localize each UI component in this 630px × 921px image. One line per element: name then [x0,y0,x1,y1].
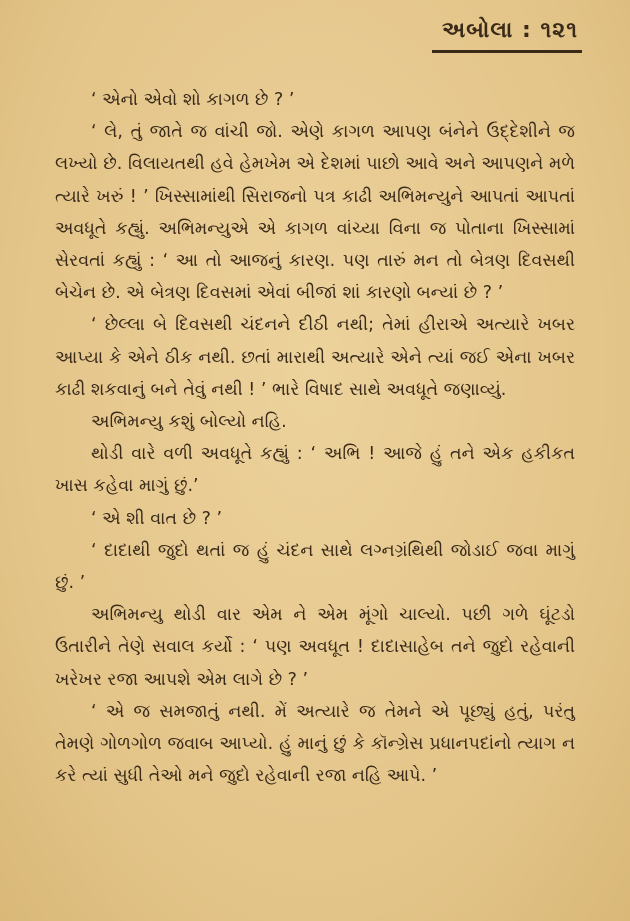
body-text [55,84,575,792]
paragraph: અભિમન્યુ થોડી વાર એમ ને એમ મૂંગો ચાલ્યો. પછી ગળે ઘૂંટડો ઉતારીને તેણે સવાલ કર્યો : ‘ પણ અવધૂત ! દાદાસાહેબ તને જુદો રહેવાની ખરેખર રજા આપશે એમ લાગે છે ? ’ [55,605,575,690]
paragraph: ‘ એનો એવો શો કાગળ છે ? ’ [91,90,295,110]
paragraph: થોડી વારે વળી અવધૂતે કહ્યું : ‘ અભિ ! આજે હું તને એક હકીકત ખાસ કહેવા માગું છું.’ [55,444,575,497]
paragraph: ‘ દાદાથી જુદો થતાં જ હું ચંદન સાથે લગ્નગ્રંથિથી જોડાઈ જવા માગું છું. ’ [55,540,575,594]
paragraph: ‘ છેલ્લા બે દિવસથી ચંદનને દીઠી નથી; તેમાં હીરાએ અત્યારે ખબર આપ્યા કે એને ઠીક નથી. છતાં મારાથી અત્યારે એને ત્યાં જઈ એના ખબર કાઢી શકવાનું બને તેવું નથી ! ’ ભારે વિષાદ સાથે અવધૂતે જણાવ્યું. [55,315,575,400]
running-head: અબોલા : ૧૨૧ [442,18,578,43]
paragraph: ‘ લે, તું જાતે જ વાંચી જો. એણે કાગળ આપણ બંનેને ઉદ્દેશીને જ લખ્યો છે. વિલાયતથી હવે હેમખેમ એ દેશમાં પાછો આવે અને આપણને મળે ત્યારે ખરું ! ’ ખિસ્સામાંથી સિરાજનો પત્ર કાઢી અભિમન્યુને આપતાં આપતાં અવધૂતે કહ્યું. અભિમન્યુએ એ કાગળ વાંચ્યા વિના જ પોતાના ખિસ્સામાં સેરવતાં કહ્યું : ‘ આ તો આજનું કારણ. પણ તારું મન તો બેત્રણ દિવસથી બેચેન છે. એ બેત્રણ દિવસમાં એવાં બીજાં શાં કારણો બન્યાં છે ? ’ [55,122,575,304]
paragraph: ‘ એ શી વાત છે ? ’ [91,508,223,529]
paragraph: ‘ એ જ સમજાતું નથી. મેં અત્યારે જ તેમને એ પૂછ્યું હતું, પરંતુ તેમણે ગોળગોળ જવાબ આપ્યો. હું માનું છું કે કૉન્ગ્રેસ પ્રધાનપદાંનો ત્યાગ ન કરે ત્યાં સુધી તેઓ મને જુદો રહેવાની રજા નહિ આપે. ’ [55,701,575,787]
header-rule [432,50,582,53]
paragraph: અભિમન્યુ કશું બોલ્યો નહિ. [91,412,287,433]
